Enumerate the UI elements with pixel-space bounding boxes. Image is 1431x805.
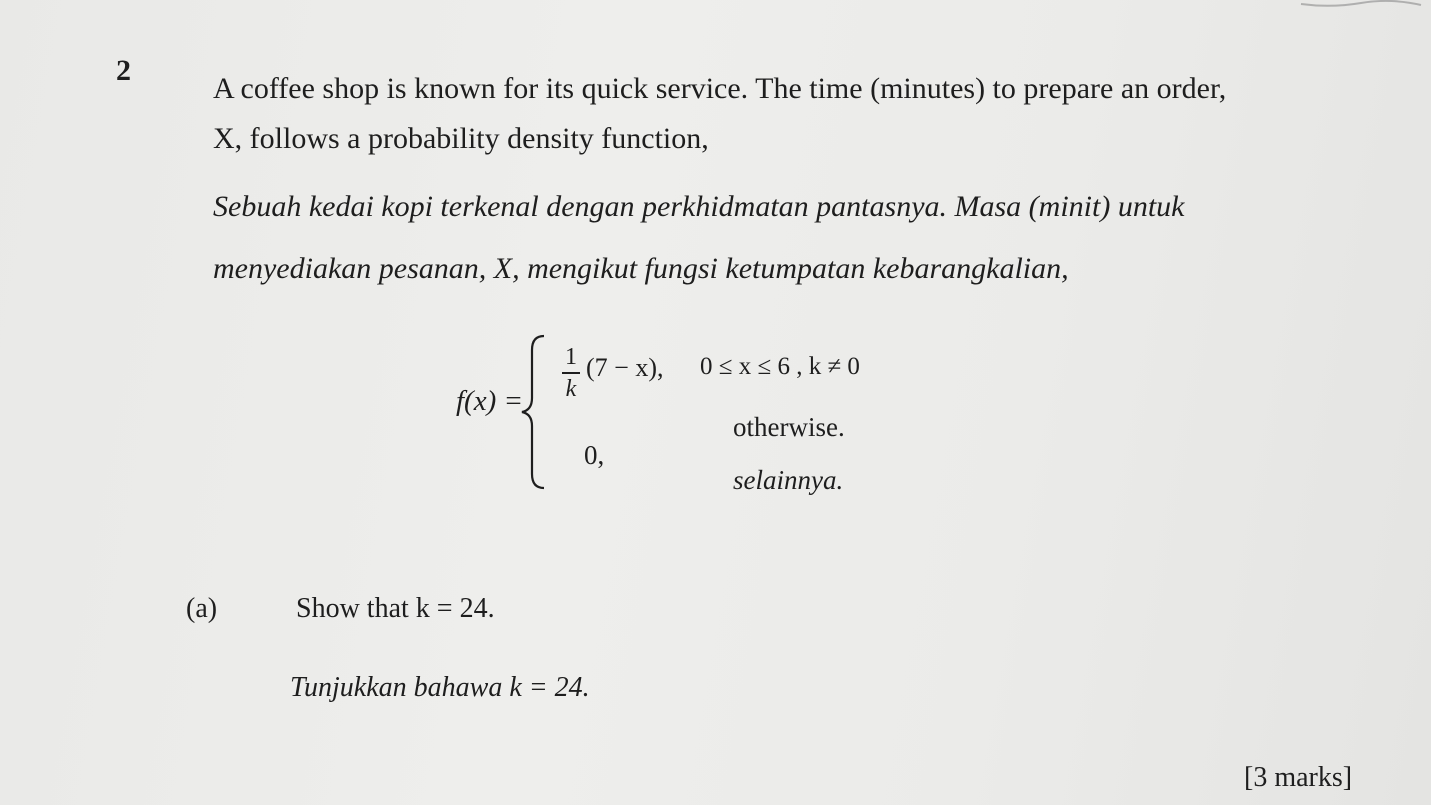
fraction-numerator: 1 xyxy=(565,344,577,370)
question-text-english-line1: A coffee shop is known for its quick service. The time (minutes) to prepare an order, xyxy=(213,72,1227,105)
formula-case1-condition: 0 ≤ x ≤ 6 , k ≠ 0 xyxy=(700,353,860,380)
piecewise-brace xyxy=(514,332,554,492)
question-text-malay-line1: Sebuah kedai kopi terkenal dengan perkhidmatan pantasnya. Masa (minit) untuk xyxy=(213,190,1185,223)
fraction-denominator: k xyxy=(565,376,577,402)
part-a-text-english: Show that k = 24. xyxy=(296,593,495,624)
marks-allocation: [3 marks] xyxy=(1244,762,1353,793)
formula-case2-condition-malay: selainnya. xyxy=(733,465,844,495)
question-text-english-line2: X, follows a probability density function, xyxy=(213,122,709,155)
question-text-malay-line2: menyediakan pesanan, X, mengikut fungsi ketumpatan kebarangkalian, xyxy=(213,252,1069,285)
formula-case1-expression: (7 − x), xyxy=(586,353,664,382)
formula-lhs: f(x) = xyxy=(456,385,524,417)
question-number: 2 xyxy=(116,54,131,87)
formula-case2-expression: 0, xyxy=(584,440,605,470)
fraction-bar xyxy=(562,372,580,374)
corner-ink-mark xyxy=(1271,0,1431,12)
part-a-label: (a) xyxy=(186,593,218,624)
formula-fraction xyxy=(562,344,580,402)
part-a-text-malay: Tunjukkan bahawa k = 24. xyxy=(290,672,590,703)
formula-case2-condition-english: otherwise. xyxy=(733,412,845,442)
